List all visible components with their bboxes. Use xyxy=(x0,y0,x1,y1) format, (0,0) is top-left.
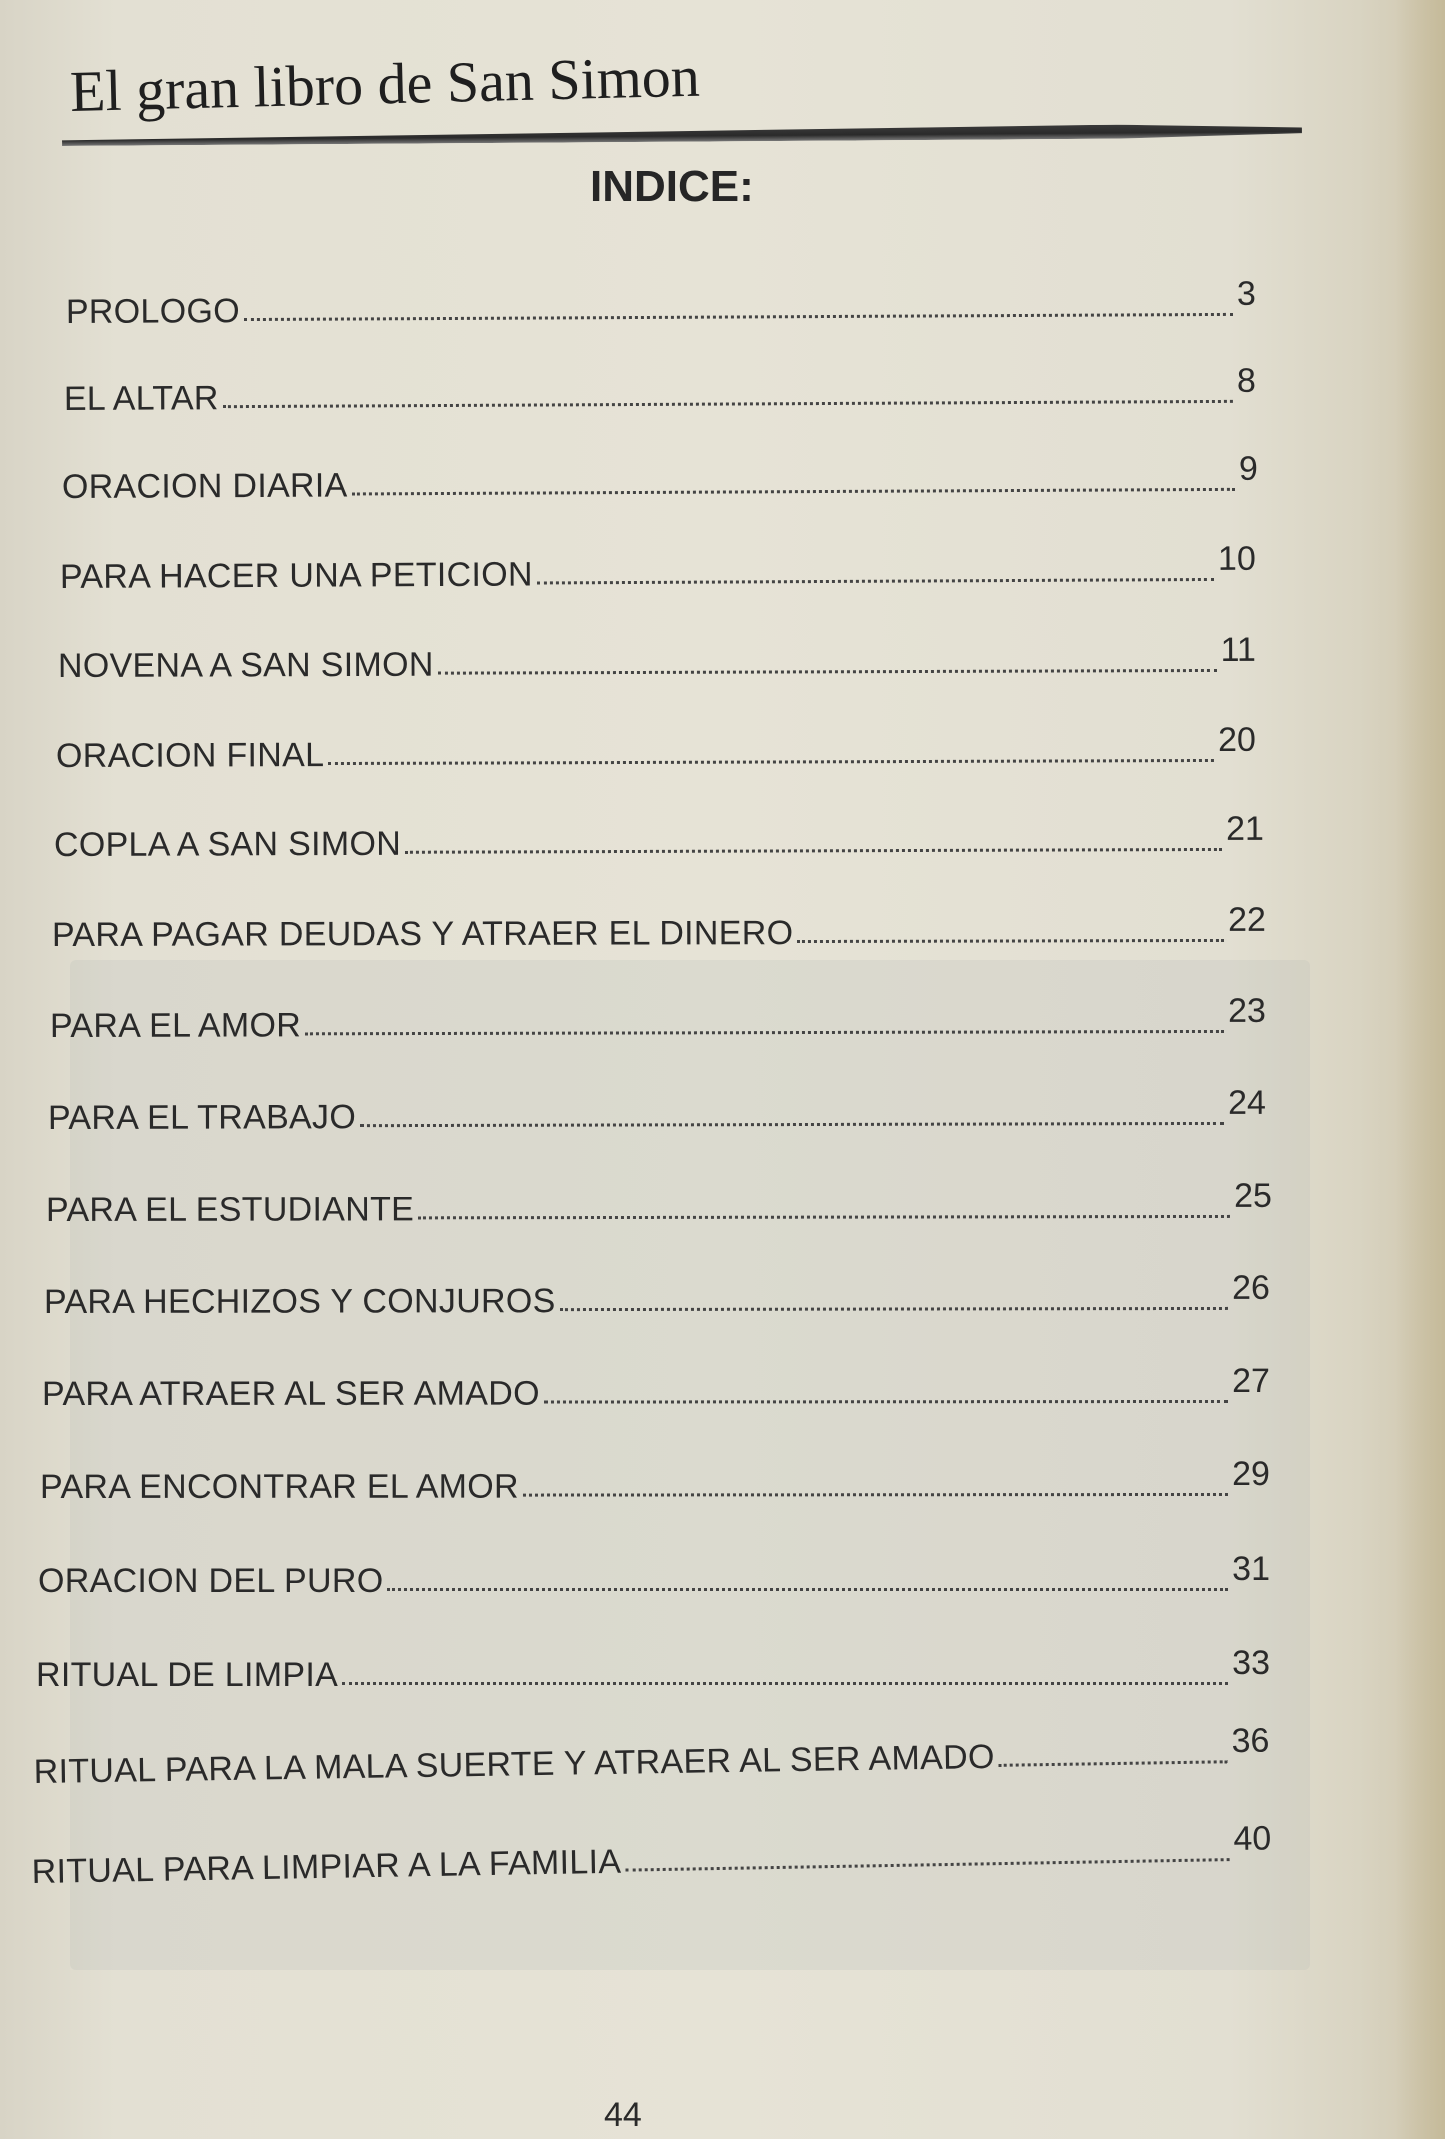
toc-entry-page: 8 xyxy=(1236,361,1256,400)
toc-entry xyxy=(31,1820,1272,1892)
toc-entry-title: PARA HECHIZOS Y CONJUROS xyxy=(43,1282,556,1321)
toc-entry-title: RITUAL PARA LIMPIAR A LA FAMILIA xyxy=(31,1842,622,1892)
page-number: 44 xyxy=(604,2096,642,2134)
toc-entry xyxy=(56,722,1256,776)
toc-dot-leader xyxy=(360,1122,1224,1127)
toc-dot-leader xyxy=(328,759,1214,765)
toc-entry xyxy=(52,902,1266,955)
toc-entry-page: 11 xyxy=(1220,630,1256,669)
toc-entry xyxy=(54,811,1264,865)
toc-entry-title: RITUAL DE LIMPIA xyxy=(36,1656,339,1694)
toc-dot-leader xyxy=(560,1307,1229,1311)
toc-dot-leader xyxy=(537,578,1214,585)
toc-entry-page: 36 xyxy=(1231,1721,1270,1761)
toc-entry xyxy=(58,632,1256,686)
toc-entry xyxy=(38,1551,1270,1601)
toc-entry-page: 3 xyxy=(1236,274,1256,313)
toc-entry-page: 21 xyxy=(1225,809,1264,848)
toc-dot-leader xyxy=(438,669,1217,675)
toc-entry-title: ORACION DEL PURO xyxy=(38,1562,384,1600)
toc-entry-page: 29 xyxy=(1232,1454,1270,1493)
toc-entry-page: 25 xyxy=(1234,1176,1272,1215)
toc-entry xyxy=(44,1270,1270,1322)
toc-entry xyxy=(33,1723,1270,1792)
toc-dot-leader xyxy=(999,1760,1228,1767)
toc-entry-title: PARA EL AMOR xyxy=(49,1006,302,1045)
toc-entry-page: 24 xyxy=(1228,1083,1266,1122)
toc-entry-title: PARA ENCONTRAR EL AMOR xyxy=(39,1467,519,1506)
toc-entry-title: PARA EL ESTUDIANTE xyxy=(45,1190,415,1229)
toc-entry-page: 9 xyxy=(1238,449,1258,488)
book-title: El gran libro de San Simon xyxy=(69,43,701,124)
toc-entry xyxy=(64,363,1256,419)
toc-dot-leader xyxy=(223,400,1233,408)
toc-dot-leader xyxy=(625,1858,1229,1872)
toc-entry xyxy=(36,1645,1270,1695)
toc-entry-page: 20 xyxy=(1217,720,1256,759)
toc-dot-leader xyxy=(405,848,1222,854)
toc-dot-leader xyxy=(305,1030,1224,1035)
toc-entry xyxy=(50,993,1266,1046)
toc-entry-title: ORACION FINAL xyxy=(55,736,325,775)
toc-dot-leader xyxy=(387,1588,1228,1591)
toc-entry xyxy=(48,1085,1266,1138)
toc-entry-page: 27 xyxy=(1232,1361,1270,1400)
toc-entry xyxy=(46,1178,1272,1230)
toc-entry-title: ORACION DIARIA xyxy=(61,466,348,506)
toc-entry xyxy=(40,1456,1270,1507)
toc-dot-leader xyxy=(342,1682,1228,1685)
toc-dot-leader xyxy=(352,488,1235,496)
toc-dot-leader xyxy=(523,1493,1228,1497)
toc-dot-leader xyxy=(544,1400,1228,1404)
toc-dot-leader xyxy=(244,313,1233,321)
toc-entry-title: COPLA A SAN SIMON xyxy=(53,824,402,864)
toc-entry-page: 33 xyxy=(1232,1644,1270,1682)
toc-dot-leader xyxy=(418,1215,1230,1219)
toc-entry-title: NOVENA A SAN SIMON xyxy=(57,645,434,685)
toc-entry-page: 22 xyxy=(1228,900,1266,939)
toc-entry-title: PARA HACER UNA PETICION xyxy=(59,555,533,596)
toc-entry xyxy=(62,451,1258,507)
toc-entry-page: 26 xyxy=(1232,1268,1270,1307)
toc-entry xyxy=(66,276,1256,332)
toc-entry-page: 31 xyxy=(1232,1550,1270,1588)
toc-entry-page: 10 xyxy=(1217,539,1256,578)
toc-entry-title: EL ALTAR xyxy=(63,379,219,418)
toc-entry-page: 23 xyxy=(1228,991,1266,1030)
toc-entry-title: RITUAL PARA LA MALA SUERTE Y ATRAER AL SER AMADO xyxy=(33,1737,995,1792)
toc-entry-title: PARA PAGAR DEUDAS Y ATRAER EL DINERO xyxy=(51,914,794,954)
toc-entry xyxy=(60,541,1256,597)
toc-entry-page: 40 xyxy=(1233,1819,1272,1859)
toc-entry-title: PROLOGO xyxy=(65,292,241,331)
toc-entry-title: PARA EL TRABAJO xyxy=(47,1098,357,1137)
toc-dot-leader xyxy=(797,939,1224,943)
toc-entry xyxy=(42,1363,1270,1414)
toc-entry-title: PARA ATRAER AL SER AMADO xyxy=(41,1374,540,1413)
index-heading: INDICE: xyxy=(590,162,754,211)
